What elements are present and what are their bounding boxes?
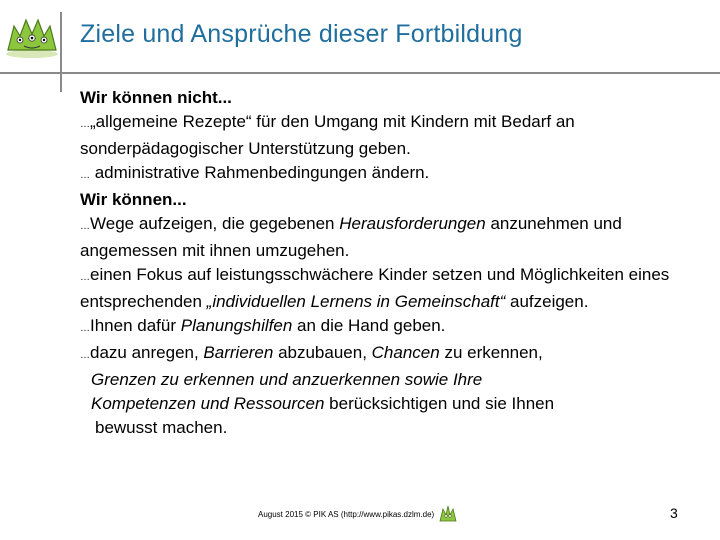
- horizontal-divider: [0, 72, 720, 74]
- pikas-logo-icon: [4, 14, 60, 60]
- bullet-can-2: …einen Fokus auf leistungsschwächere Kinder setzen und Möglichkeiten eines entsprechenden „individuellen Lernens in Gemeinschaft“ aufzeigen.: [80, 265, 670, 311]
- bullet-cannot-1: …„allgemeine Rezepte“ für den Umgang mit Kindern mit Bedarf an sonderpädagogischer Unterstützung geben.: [80, 112, 575, 158]
- vertical-divider: [60, 12, 62, 92]
- bullet-can-4: …dazu anregen, Barrieren abzubauen, Chancen zu erkennen,: [80, 343, 543, 362]
- bullet-can-1: …Wege aufzeigen, die gegebenen Herausforderungen anzunehmen und angemessen mit ihnen umzugehen.: [80, 214, 622, 260]
- heading-cannot: Wir können nicht...: [80, 88, 232, 107]
- bullet-cannot-2: … administrative Rahmenbedingungen ändern.: [80, 163, 430, 182]
- bullet-can-4-line4: bewusst machen.: [95, 418, 228, 437]
- page-number: 3: [670, 505, 678, 521]
- footer: [258, 503, 459, 525]
- footer-text: August 2015 © PIK AS (http://www.pikas.dzlm.de): [258, 509, 435, 519]
- bullet-can-4-line3: Kompetenzen und Ressourcen berücksichtigen und sie Ihnen: [91, 394, 555, 413]
- bullet-can-3: …Ihnen dafür Planungshilfen an die Hand geben.: [80, 316, 446, 335]
- pikas-mascot-icon: [437, 503, 459, 525]
- bullet-can-4-line2: Grenzen zu erkennen und anzuerkennen sowie Ihre: [91, 370, 483, 389]
- slide-title: Ziele und Ansprüche dieser Fortbildung: [80, 20, 523, 48]
- heading-can: Wir können...: [80, 190, 187, 209]
- slide-body: [80, 86, 700, 440]
